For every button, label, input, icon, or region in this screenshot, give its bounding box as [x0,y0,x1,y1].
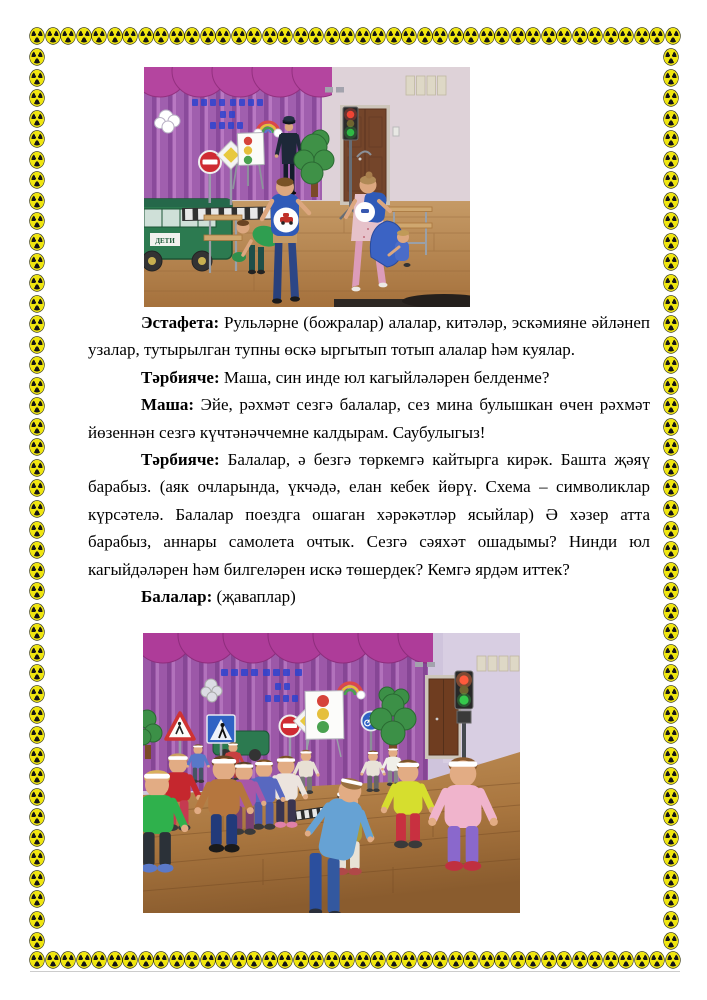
radiation-trefoil-icon [30,871,44,887]
radiation-trefoil-icon [46,952,60,968]
radiation-trefoil-icon [30,809,44,825]
radiation-trefoil-icon [30,111,44,127]
paragraph [88,364,650,391]
paragraph [88,446,650,583]
radiation-trefoil-icon [664,90,678,106]
radiation-trefoil-icon [371,28,385,44]
radiation-trefoil-icon [664,645,678,661]
radiation-trefoil-icon [664,316,678,332]
radiation-trefoil-icon [201,28,215,44]
radiation-trefoil-icon [30,172,44,188]
radiation-trefoil-icon [92,952,106,968]
radiation-trefoil-icon [30,727,44,743]
radiation-trefoil-icon [356,28,370,44]
radiation-trefoil-icon [30,275,44,291]
radiation-trefoil-icon [664,727,678,743]
radiation-trefoil-icon [449,952,463,968]
radiation-trefoil-icon [619,952,633,968]
radiation-trefoil-icon [30,912,44,928]
radiation-trefoil-icon [30,398,44,414]
radiation-trefoil-icon [588,28,602,44]
radiation-trefoil-icon [664,522,678,538]
radiation-trefoil-icon [247,952,261,968]
radiation-trefoil-icon [664,234,678,250]
radiation-trefoil-icon [402,952,416,968]
page-edge-line [30,971,680,972]
radiation-trefoil-icon [480,28,494,44]
radiation-trefoil-icon [664,501,678,517]
radiation-trefoil-icon [185,952,199,968]
radiation-trefoil-icon [542,952,556,968]
radiation-trefoil-icon [30,768,44,784]
radiation-trefoil-icon [664,460,678,476]
radiation-trefoil-icon [247,28,261,44]
radiation-trefoil-icon [30,296,44,312]
radiation-trefoil-icon [77,952,91,968]
radiation-trefoil-icon [108,28,122,44]
radiation-trefoil-icon [61,28,75,44]
radiation-trefoil-icon [664,439,678,455]
radiation-trefoil-icon [309,28,323,44]
radiation-trefoil-icon [542,28,556,44]
radiation-trefoil-icon [30,316,44,332]
radiation-trefoil-icon [664,850,678,866]
radiation-trefoil-icon [664,891,678,907]
radiation-trefoil-icon [664,172,678,188]
radiation-trefoil-icon [666,28,680,44]
radiation-trefoil-icon [30,686,44,702]
radiation-trefoil-icon [664,707,678,723]
radiation-trefoil-icon [30,830,44,846]
radiation-trefoil-icon [664,152,678,168]
radiation-trefoil-icon [92,28,106,44]
radiation-trefoil-icon [30,49,44,65]
paragraph [88,391,650,446]
paragraph-text: Маша, син инде юл кагыйләләрен белденме? [223,367,550,387]
radiation-trefoil-icon [30,665,44,681]
radiation-trefoil-icon [557,28,571,44]
radiation-trefoil-icon [664,480,678,496]
radiation-trefoil-icon [557,952,571,968]
radiation-trefoil-icon [619,28,633,44]
radiation-trefoil-icon [664,254,678,270]
radiation-trefoil-icon [371,952,385,968]
radiation-trefoil-icon [278,28,292,44]
paragraph [88,583,650,610]
radiation-trefoil-icon [495,952,509,968]
radiation-trefoil-icon [650,28,664,44]
radiation-trefoil-icon [511,952,525,968]
radiation-trefoil-icon [30,131,44,147]
radiation-trefoil-icon [526,28,540,44]
radiation-trefoil-icon [30,439,44,455]
radiation-trefoil-icon [46,28,60,44]
radiation-trefoil-icon [325,952,339,968]
radiation-trefoil-icon [664,789,678,805]
radiation-trefoil-icon [30,419,44,435]
radiation-trefoil-icon [433,952,447,968]
radiation-trefoil-icon [418,28,432,44]
radiation-trefoil-icon [664,830,678,846]
border-top [30,28,680,44]
radiation-trefoil-icon [30,234,44,250]
radiation-trefoil-icon [309,952,323,968]
radiation-trefoil-icon [30,748,44,764]
radiation-trefoil-icon [154,952,168,968]
radiation-trefoil-icon [263,952,277,968]
radiation-trefoil-icon [30,604,44,620]
radiation-trefoil-icon [30,624,44,640]
radiation-trefoil-icon [216,28,230,44]
radiation-trefoil-icon [480,952,494,968]
radiation-trefoil-icon [201,952,215,968]
radiation-trefoil-icon [30,933,44,949]
radiation-trefoil-icon [232,952,246,968]
radiation-trefoil-icon [664,275,678,291]
radiation-trefoil-icon [418,952,432,968]
border-bottom [30,952,680,968]
radiation-trefoil-icon [650,952,664,968]
radiation-trefoil-icon [664,686,678,702]
radiation-trefoil-icon [664,809,678,825]
paragraph-text: Эйе, рәхмәт сезгә балалар, сез мина булышкан өчен рәхмәт йөзеннән сезгә күчтәнәччемне калдырам. Саубулыгыз! [88,395,650,442]
paragraph-text: Рульләрне (божралар) алалар, китәләр, эскәмияне әйләнеп узалар, тутырылган тупны өскә ыргытып тотып алалар һәм куялар. [88,313,650,360]
radiation-trefoil-icon [387,28,401,44]
radiation-trefoil-icon [263,28,277,44]
light-switch [393,127,399,136]
radiation-trefoil-icon [30,480,44,496]
radiation-trefoil-icon [30,789,44,805]
radiation-trefoil-icon [30,378,44,394]
document-text [88,309,650,610]
radiation-trefoil-icon [30,70,44,86]
radiation-trefoil-icon [664,296,678,312]
radiation-trefoil-icon [666,952,680,968]
radiation-trefoil-icon [464,952,478,968]
radiation-trefoil-icon [30,891,44,907]
radiation-trefoil-icon [402,28,416,44]
radiation-trefoil-icon [30,90,44,106]
radiation-trefoil-icon [664,193,678,209]
radiation-trefoil-icon [664,131,678,147]
radiation-trefoil-icon [573,28,587,44]
radiation-trefoil-icon [108,952,122,968]
radiation-trefoil-icon [495,28,509,44]
radiation-trefoil-icon [588,952,602,968]
paragraph-text: (җаваплар) [216,587,296,607]
radiation-trefoil-icon [30,337,44,353]
radiation-trefoil-icon [664,378,678,394]
radiation-trefoil-icon [387,952,401,968]
radiation-trefoil-icon [294,952,308,968]
radiation-trefoil-icon [30,28,44,44]
radiation-trefoil-icon [664,357,678,373]
speaker-label: Балалар: [141,587,213,607]
radiation-trefoil-icon [30,583,44,599]
speaker-label: Тәрбияче: [141,450,220,470]
radiation-trefoil-icon [30,522,44,538]
radiation-trefoil-icon [664,213,678,229]
paragraph [88,309,650,364]
radiation-trefoil-icon [30,542,44,558]
radiation-trefoil-icon [356,952,370,968]
radiation-trefoil-icon [449,28,463,44]
radiation-trefoil-icon [664,337,678,353]
radiation-trefoil-icon [30,357,44,373]
radiation-trefoil-icon [30,152,44,168]
radiation-trefoil-icon [278,952,292,968]
radiation-trefoil-icon [232,28,246,44]
radiation-trefoil-icon [664,70,678,86]
radiation-trefoil-icon [664,912,678,928]
radiation-trefoil-icon [123,28,137,44]
radiation-trefoil-icon [664,665,678,681]
radiation-trefoil-icon [664,583,678,599]
radiation-trefoil-icon [30,460,44,476]
radiation-trefoil-icon [573,952,587,968]
radiation-trefoil-icon [604,28,618,44]
radiation-trefoil-icon [664,398,678,414]
speaker-label: Эстафета: [141,313,220,332]
radiation-trefoil-icon [216,952,230,968]
photo-children-dancing [143,633,520,913]
radiation-trefoil-icon [664,419,678,435]
radiation-trefoil-icon [604,952,618,968]
radiation-trefoil-icon [294,28,308,44]
radiation-trefoil-icon [325,28,339,44]
radiation-trefoil-icon [139,952,153,968]
radiation-trefoil-icon [664,49,678,65]
radiation-trefoil-icon [526,952,540,968]
radiation-trefoil-icon [30,850,44,866]
speaker-label: Маша: [141,395,195,415]
radiation-trefoil-icon [139,28,153,44]
border-left [30,49,44,949]
radiation-trefoil-icon [61,952,75,968]
radiation-trefoil-icon [30,952,44,968]
radiation-trefoil-icon [30,501,44,517]
radiation-trefoil-icon [30,193,44,209]
radiation-trefoil-icon [664,933,678,949]
radiation-trefoil-icon [635,28,649,44]
radiation-trefoil-icon [664,542,678,558]
radiation-trefoil-icon [30,645,44,661]
radiation-trefoil-icon [664,604,678,620]
speaker-label: Тәрбияче: [141,367,220,387]
radiation-trefoil-icon [30,254,44,270]
bus-sign-text: ДЕТИ [155,237,175,245]
radiation-trefoil-icon [664,563,678,579]
radiation-trefoil-icon [511,28,525,44]
radiation-trefoil-icon [664,111,678,127]
radiation-trefoil-icon [464,28,478,44]
radiation-trefoil-icon [664,624,678,640]
radiation-trefoil-icon [30,707,44,723]
photo-relay-race [144,67,470,307]
radiation-trefoil-icon [433,28,447,44]
radiation-trefoil-icon [30,563,44,579]
radiation-trefoil-icon [664,748,678,764]
radiation-trefoil-icon [170,28,184,44]
radiation-trefoil-icon [154,28,168,44]
radiation-trefoil-icon [664,871,678,887]
border-right [664,49,678,949]
radiation-trefoil-icon [30,213,44,229]
curtain-swags [144,67,348,97]
radiation-trefoil-icon [185,28,199,44]
radiation-trefoil-icon [123,952,137,968]
radiation-trefoil-icon [664,768,678,784]
radiation-trefoil-icon [635,952,649,968]
paragraph-text: Балалар, ә безгә төркемгә кайтырга кирәк. Башта җәяү барабыз. (аяк очларында, үкчәдә, елан кебек йөрү. Схема – символиклар күрсәтелә. Балалар поездга ошаган хәрәкәтләр ясыйлар) Ә хәзер атта барабыз, аннары самолета очтык. Сезгә сәяхәт ошадымы? Нинди юл кагыйдәләрен һәм билгеләрен искә төшердек? Кемгә ярдәм иттек? [88,450,651,579]
radiation-trefoil-icon [340,28,354,44]
radiation-trefoil-icon [340,952,354,968]
radiation-trefoil-icon [170,952,184,968]
radiation-trefoil-icon [77,28,91,44]
